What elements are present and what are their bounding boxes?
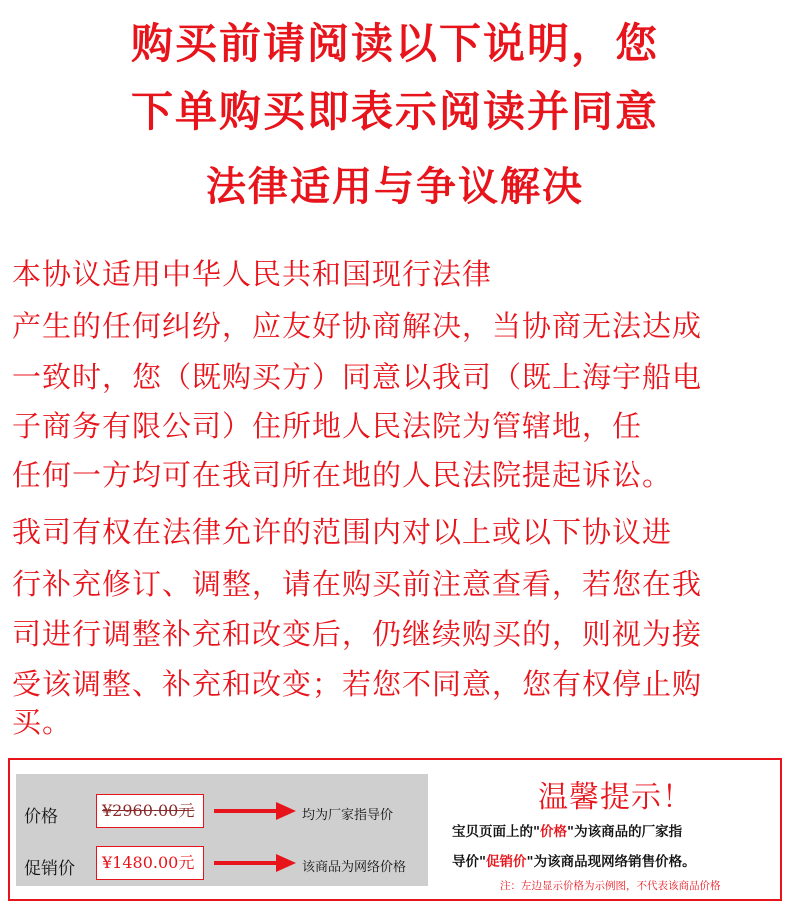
arrow-right-icon [214, 801, 296, 821]
tip-text: "为该商品的厂家指 [567, 824, 683, 840]
tip-line-1 [452, 820, 778, 840]
header-line-2: 下单购买即表示阅读并同意 [130, 87, 659, 136]
promo-price-note: 该商品为网络价格 [302, 860, 407, 875]
section-title: 法律适用与争议解决 [206, 164, 584, 210]
original-price-value: ¥2960.00元 [102, 801, 195, 820]
body-line: 我司有权在法律允许的范围内对以上或以下协议进 [12, 515, 673, 549]
body-line: 本协议适用中华人民共和国现行法律 [12, 257, 493, 291]
body-line: 一致时，您（既购买方）同意以我司（既上海宇船电 [12, 360, 703, 394]
price-example-panel [16, 774, 428, 886]
body-line: 买。 [12, 705, 73, 739]
header-line-1: 购买前请阅读以下说明，您 [130, 19, 659, 68]
original-price-box [96, 794, 204, 828]
body-line: 产生的任何纠纷，应友好协商解决，当协商无法达成 [12, 309, 703, 343]
tip-text: 导价" [452, 854, 487, 870]
tips-footnote: 注：左边显示价格为示例图，不代表该商品价格 [500, 880, 721, 892]
price-label: 价格 [24, 807, 58, 827]
promo-price-value: ¥1480.00元 [102, 853, 195, 872]
body-line: 行补充修订、调整，请在购买前注意查看，若您在我 [12, 567, 703, 601]
tip-line-2 [452, 850, 778, 870]
tips-title: 温馨提示！ [538, 780, 693, 815]
tip-text: "为该商品现网络销售价格。 [526, 854, 696, 870]
price-note: 均为厂家指导价 [302, 808, 394, 823]
body-line: 司进行调整补充和改变后，仍继续购买的，则视为接 [12, 617, 703, 651]
tip-highlight: 价格 [540, 824, 568, 840]
promo-price-label: 促销价 [24, 859, 75, 879]
body-line: 受该调整、补充和改变；若您不同意，您有权停止购 [12, 667, 703, 701]
promo-price-box [96, 846, 204, 880]
arrow-right-icon [214, 853, 296, 873]
price-notice-box [8, 758, 782, 901]
tip-text: 宝贝页面上的" [452, 824, 541, 840]
body-line: 子商务有限公司）住所地人民法院为管辖地，任 [12, 409, 643, 443]
body-line: 任何一方均可在我司所在地的人民法院提起诉讼。 [12, 458, 673, 492]
tip-highlight: 促销价 [486, 854, 527, 870]
